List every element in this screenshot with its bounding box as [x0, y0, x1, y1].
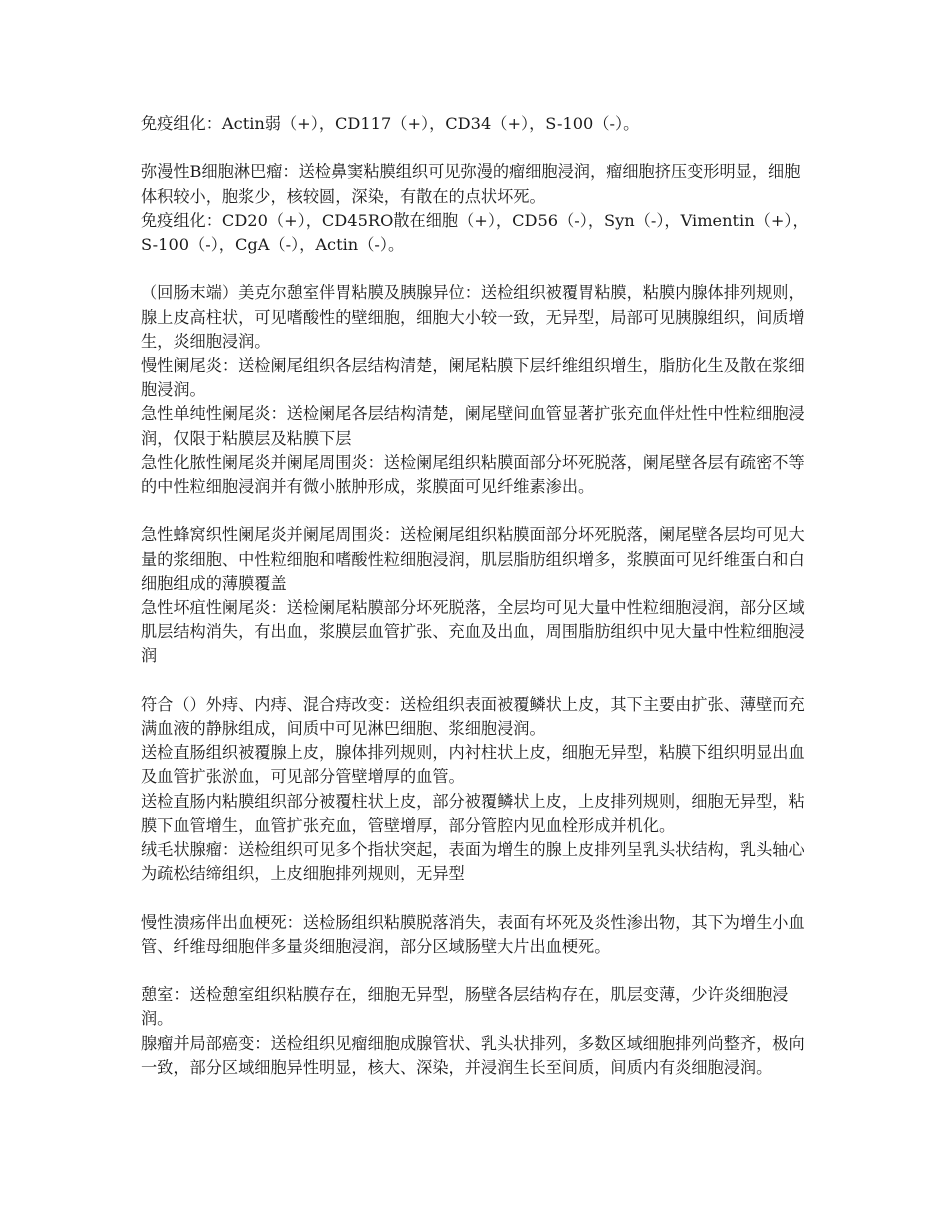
gangrenous-appendicitis-paragraph: 急性坏疽性阑尾炎：送检阑尾粘膜部分坏死脱落，全层均可见大量中性粒细胞浸润，部分区域肌层结构消失，有出血，浆膜层血管扩张、充血及出血，周围脂肪组织中见大量中性粒细胞浸润 — [141, 598, 805, 666]
acute-suppurative-appendicitis-paragraph: 急性化脓性阑尾炎并阑尾周围炎：送检阑尾组织粘膜面部分坏死脱落，阑尾壁各层有疏密不等的中性粒细胞浸润并有微小脓肿形成，浆膜面可见纤维素渗出。 — [141, 452, 805, 497]
phlegmonous-appendicitis-paragraph: 急性蜂窝织性阑尾炎并阑尾周围炎：送检阑尾组织粘膜面部分坏死脱落，阑尾壁各层均可见大量的浆细胞、中性粒细胞和嗜酸性粒细胞浸润，肌层脂肪组织增多，浆膜面可见纤维蛋白和白细胞组成的薄膜覆盖 — [141, 525, 805, 593]
b-cell-lymphoma-paragraph: 弥漫性B细胞淋巴瘤：送检鼻窦粘膜组织可见弥漫的瘤细胞浸润，瘤细胞挤压变形明显，细胞体积较小，胞浆少，核较圆，深染，有散在的点状坏死。 — [141, 162, 801, 206]
paragraph-gap — [141, 499, 813, 523]
meckel-diverticulum-paragraph: （回肠末端）美克尔憩室伴胃粘膜及胰腺异位：送检组织被覆胃粘膜，粘膜内腺体排列规则，腺上皮高柱状，可见嗜酸性的壁细胞，细胞大小较一致，无异型，局部可见胰腺组织，间质增生，炎细胞浸润。 — [141, 283, 805, 351]
paragraph-gap — [141, 959, 813, 983]
paragraph-gap — [141, 136, 813, 160]
rectal-tissue-paragraph: 送检直肠组织被覆腺上皮，腺体排列规则，内衬柱状上皮，细胞无异型，粘膜下组织明显出血及血管扩张淤血，可见部分管壁增厚的血管。 — [141, 743, 805, 787]
paragraph-gap — [141, 886, 813, 910]
ihc-gist-paragraph: 免疫组化：Actin弱（+），CD117（+），CD34（+），S-100（-）。 — [141, 114, 640, 133]
acute-simple-appendicitis-paragraph: 急性单纯性阑尾炎：送检阑尾各层结构清楚，阑尾壁间血管显著扩张充血伴灶性中性粒细胞浸润，仅限于粘膜层及粘膜下层 — [141, 404, 805, 448]
diverticulum-paragraph: 憩室：送检憩室组织粘膜存在，细胞无异型，肠壁各层结构存在，肌层变薄，少许炎细胞浸润。 — [141, 985, 789, 1029]
paragraph-gap — [141, 257, 813, 281]
adenoma-carcinoma-paragraph: 腺瘤并局部癌变：送检组织见瘤细胞成腺管状、乳头状排列，多数区域细胞排列尚整齐，极向一致，部分区域细胞异性明显，核大、深染，并浸润生长至间质，间质内有炎细胞浸润。 — [141, 1033, 805, 1077]
chronic-appendicitis-paragraph: 慢性阑尾炎：送检阑尾组织各层结构清楚，阑尾粘膜下层纤维组织增生，脂肪化生及散在浆细胞浸润。 — [141, 356, 805, 400]
paragraph-gap — [141, 669, 813, 693]
hemorrhoid-paragraph: 符合（）外痔、内痔、混合痔改变：送检组织表面被覆鳞状上皮，其下主要由扩张、薄壁而充满血液的静脉组成，间质中可见淋巴细胞、浆细胞浸润。 — [141, 694, 805, 739]
ihc-lymphoma-paragraph: 免疫组化：CD20（+），CD45RO散在细胞（+），CD56（-），Syn（-），Vimentin（+），S-100（-），CgA（-），Actin（-）。 — [141, 210, 809, 254]
chronic-ulcer-paragraph: 慢性溃疡伴出血梗死：送检肠组织粘膜脱落消失，表面有坏死及炎性渗出物，其下为增生小血管、纤维母细胞伴多量炎细胞浸润，部分区域肠壁大片出血梗死。 — [141, 912, 805, 956]
document-body — [141, 112, 813, 1080]
rectal-mucosa-paragraph: 送检直肠内粘膜组织部分被覆柱状上皮，部分被覆鳞状上皮，上皮排列规则，细胞无异型，粘膜下血管增生，血管扩张充血，管壁增厚，部分管腔内见血栓形成并机化。 — [141, 791, 805, 835]
villous-adenoma-paragraph: 绒毛状腺瘤：送检组织可见多个指状突起，表面为增生的腺上皮排列呈乳头状结构，乳头轴心为疏松结缔组织，上皮细胞排列规则，无异型 — [141, 840, 805, 884]
